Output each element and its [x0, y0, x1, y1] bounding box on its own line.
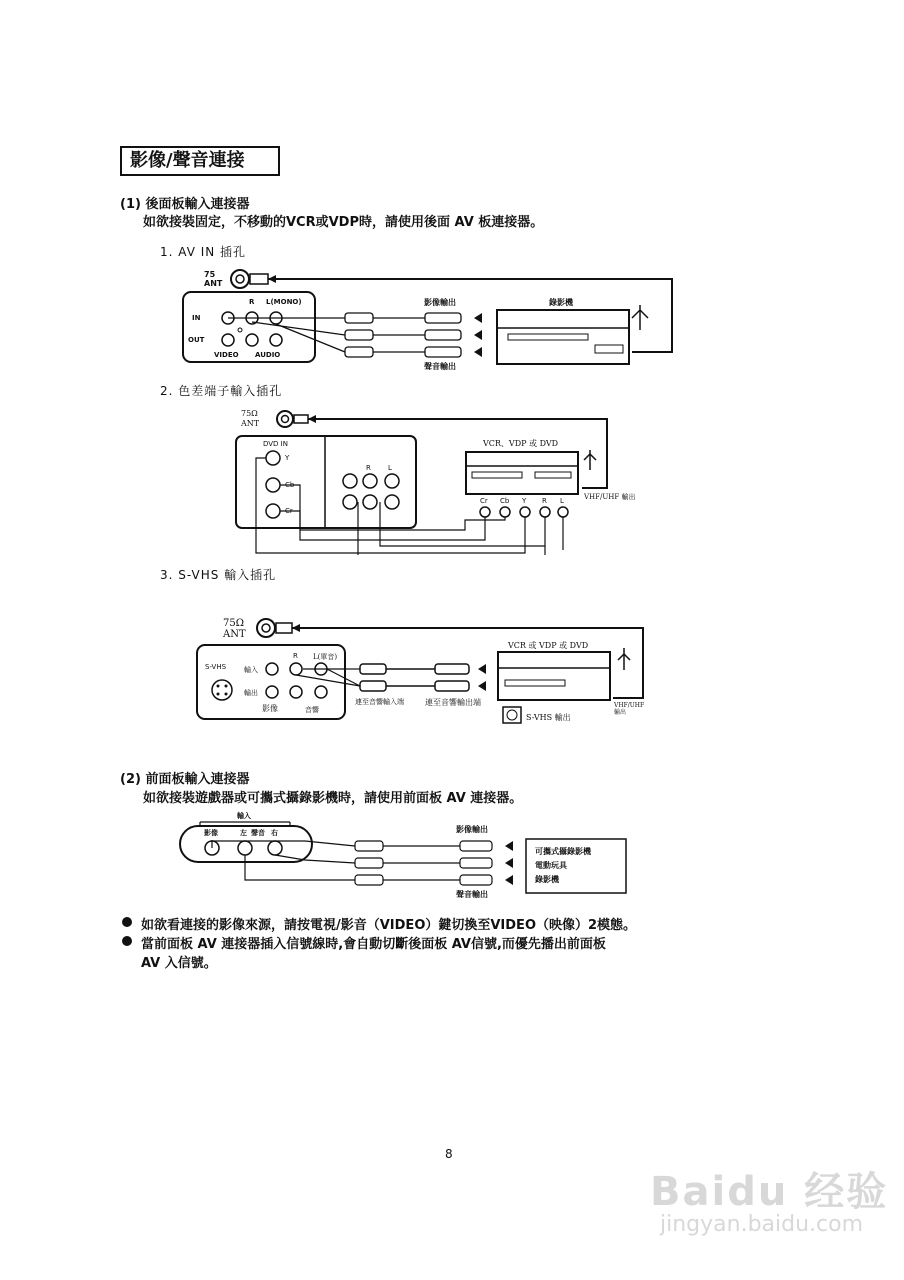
diagram4-video-label: 影像	[204, 829, 218, 837]
diagram1-vcr-label: 錄影機	[549, 298, 573, 307]
diagram2-cb-label: Cb	[285, 481, 295, 489]
diagram1-caption: 1. AV IN 插孔	[160, 245, 247, 259]
diagram2-plug-label-r: R	[542, 497, 547, 505]
page-number: 8	[445, 1147, 453, 1161]
diagram1-audio-out-label: 聲音輸出	[424, 362, 456, 371]
diagram2-l-label: L	[388, 464, 392, 472]
diagram2-vhf-label: VHF/UHF 輸出	[584, 493, 636, 501]
section2-description: 如欲接裝遊戲器或可攜式攝錄影機時，請使用前面板 AV 連接器。	[143, 791, 523, 806]
diagram3-in-label: 輸入	[244, 666, 258, 674]
diagram3-svhs-out-label: S-VHS 輸出	[526, 713, 571, 722]
diagram2-plug-label-l: L	[560, 497, 564, 505]
note-1: 如欲看連接的影像來源，請按電視/影音（VIDEO）鍵切換至VIDEO（映像）2模態。	[141, 918, 637, 933]
diagram2-dvd-in-label: DVD IN	[263, 440, 288, 448]
diagram1-in-label: IN	[192, 314, 201, 322]
diagram1-audio-label: AUDIO	[255, 351, 281, 359]
diagram1-video-label: VIDEO	[214, 351, 239, 359]
diagram3-audio-label: 音響	[305, 706, 319, 714]
diagram4-audio-label: 聲音	[251, 829, 265, 837]
diagram4-audio-out-label: 聲音輸出	[456, 890, 488, 899]
diagram2-ant-label: 75Ω ANT	[241, 409, 260, 428]
diagram3-to-audio-out-label: 連至音響輸出端	[425, 698, 481, 707]
diagram4-device-camcorder: 可攜式攝錄影機	[535, 847, 591, 856]
diagram2-caption: 2. 色差端子輸入插孔	[160, 384, 283, 398]
page-title: 影像/聲音連接	[120, 146, 280, 176]
watermark-logo: Baidu 经验	[650, 1169, 889, 1215]
diagram2-plug-label-cb: Cb	[500, 497, 510, 505]
diagram1-video-out-label: 影像輸出	[424, 298, 456, 307]
diagram4-video-out-label: 影像輸出	[456, 825, 488, 834]
diagram4-device-game: 電動玩具	[535, 861, 567, 870]
note-2-line-2: AV 入信號。	[141, 956, 217, 971]
section1-heading: (1) 後面板輸入連接器	[120, 197, 250, 212]
watermark-url: jingyan.baidu.com	[660, 1212, 864, 1237]
diagram3-ant-label: 75Ω ANT	[223, 618, 246, 640]
diagram3-svhs-label: S-VHS	[205, 663, 227, 671]
diagram2-cr-label: Cr	[285, 507, 293, 515]
diagram3-vhf-label: VHF/UHF 輸出	[614, 702, 645, 716]
diagram2-y-label: Y	[285, 454, 290, 462]
diagram1-lmono-label: L(MONO)	[266, 298, 302, 306]
diagram2-device-label: VCR、VDP 或 DVD	[483, 439, 559, 448]
diagram4-right-label: 右	[271, 829, 278, 837]
diagram1-out-label: OUT	[188, 336, 205, 344]
diagram4-left-label: 左	[240, 829, 247, 837]
diagram3-caption: 3. S-VHS 輸入插孔	[160, 568, 277, 582]
diagram3-l-label: L(單音)	[313, 653, 338, 661]
diagram1-ant-label: 75 ANT	[204, 270, 223, 288]
diagram3-device-label: VCR 或 VDP 或 DVD	[508, 641, 589, 650]
diagram4-device-vcr: 錄影機	[535, 875, 559, 884]
diagram2-plug-label-y: Y	[522, 497, 527, 505]
diagram2-r-label: R	[366, 464, 371, 472]
diagram2-plug-label-cr: Cr	[480, 497, 488, 505]
diagram1-r-label: R	[249, 298, 255, 306]
section1-description: 如欲接裝固定，不移動的VCR或VDP時，請使用後面 AV 板連接器。	[143, 215, 544, 230]
section2-heading: (2) 前面板輸入連接器	[120, 772, 250, 787]
diagram3-video-label: 影像	[262, 704, 278, 713]
diagram3-to-audio-in-label: 連至音響輸入端	[355, 698, 404, 706]
note-2-line-1: 當前面板 AV 連接器插入信號線時,會自動切斷後面板 AV信號,而優先播出前面板	[141, 937, 606, 952]
diagram4-input-label: 輸入	[237, 812, 251, 820]
diagram3-out-label: 輸出	[244, 689, 258, 697]
diagram3-r-label: R	[293, 652, 298, 660]
